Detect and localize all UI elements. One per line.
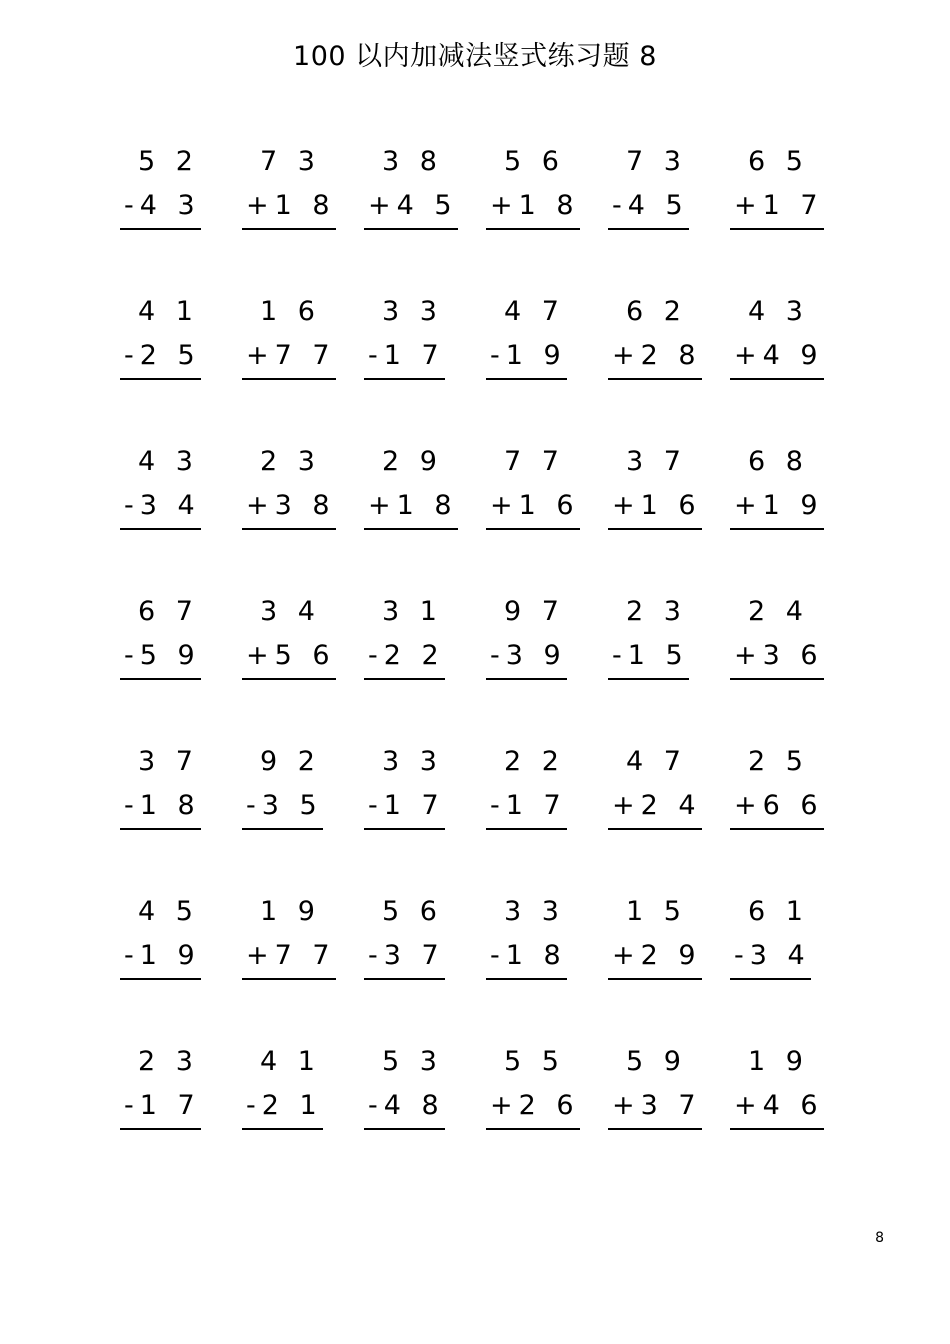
problem-cell — [486, 290, 596, 440]
problem-cell — [364, 1040, 474, 1190]
bottom-operand: -3 9 — [486, 634, 567, 680]
problem-grid — [120, 140, 840, 1190]
top-operand: 5 5 — [504, 1046, 565, 1077]
top-operand: 6 2 — [626, 296, 687, 327]
top-operand: 4 3 — [748, 296, 809, 327]
problem-cell — [730, 890, 840, 1040]
top-operand: 1 9 — [748, 1046, 809, 1077]
bottom-operand: -3 5 — [242, 784, 323, 830]
problem-cell — [242, 740, 352, 890]
top-operand: 4 1 — [138, 296, 199, 327]
top-operand: 3 3 — [382, 296, 443, 327]
problem-cell — [730, 290, 840, 440]
problem-cell — [608, 290, 718, 440]
bottom-operand: -1 7 — [486, 784, 567, 830]
bottom-operand: +3 8 — [242, 484, 336, 530]
problem-cell — [364, 740, 474, 890]
problem-cell — [120, 1040, 230, 1190]
page-title: 100 以内加减法竖式练习题 8 — [293, 41, 657, 72]
top-operand: 2 5 — [748, 746, 809, 777]
top-operand: 2 2 — [504, 746, 565, 777]
top-operand: 3 7 — [626, 446, 687, 477]
problem-cell — [242, 440, 352, 590]
top-operand: 3 1 — [382, 596, 443, 627]
top-operand: 4 7 — [626, 746, 687, 777]
top-operand: 3 7 — [138, 746, 199, 777]
top-operand: 9 7 — [504, 596, 565, 627]
bottom-operand: +1 6 — [608, 484, 702, 530]
bottom-operand: +1 9 — [730, 484, 824, 530]
problem-cell — [120, 290, 230, 440]
top-operand: 6 8 — [748, 446, 809, 477]
bottom-operand: -1 7 — [364, 784, 445, 830]
bottom-operand: +2 6 — [486, 1084, 580, 1130]
problem-row — [120, 140, 840, 290]
problem-cell — [120, 890, 230, 1040]
bottom-operand: -3 4 — [120, 484, 201, 530]
problem-cell — [120, 140, 230, 290]
problem-cell — [608, 740, 718, 890]
top-operand: 5 6 — [504, 146, 565, 177]
top-operand: 6 1 — [748, 896, 809, 927]
problem-cell — [730, 440, 840, 590]
problem-cell — [364, 140, 474, 290]
bottom-operand: +2 8 — [608, 334, 702, 380]
top-operand: 9 2 — [260, 746, 321, 777]
problem-row — [120, 440, 840, 590]
page-number: 8 — [875, 1230, 884, 1246]
problem-cell — [120, 590, 230, 740]
problem-row — [120, 590, 840, 740]
problem-cell — [486, 1040, 596, 1190]
bottom-operand: +1 8 — [242, 184, 336, 230]
bottom-operand: -5 9 — [120, 634, 201, 680]
top-operand: 1 6 — [260, 296, 321, 327]
top-operand: 5 3 — [382, 1046, 443, 1077]
problem-cell — [364, 890, 474, 1040]
bottom-operand: -1 9 — [120, 934, 201, 980]
bottom-operand: +5 6 — [242, 634, 336, 680]
bottom-operand: -1 8 — [486, 934, 567, 980]
bottom-operand: +4 9 — [730, 334, 824, 380]
problem-cell — [486, 440, 596, 590]
problem-cell — [242, 1040, 352, 1190]
top-operand: 2 3 — [138, 1046, 199, 1077]
top-operand: 2 9 — [382, 446, 443, 477]
problem-cell — [120, 740, 230, 890]
bottom-operand: -1 7 — [364, 334, 445, 380]
problem-cell — [242, 590, 352, 740]
problem-cell — [364, 440, 474, 590]
problem-cell — [730, 140, 840, 290]
bottom-operand: -3 7 — [364, 934, 445, 980]
bottom-operand: +7 7 — [242, 934, 336, 980]
top-operand: 5 9 — [626, 1046, 687, 1077]
problem-cell — [730, 740, 840, 890]
bottom-operand: +3 7 — [608, 1084, 702, 1130]
problem-cell — [364, 590, 474, 740]
bottom-operand: -2 1 — [242, 1084, 323, 1130]
bottom-operand: +2 4 — [608, 784, 702, 830]
top-operand: 3 3 — [504, 896, 565, 927]
problem-cell — [486, 140, 596, 290]
bottom-operand: +3 6 — [730, 634, 824, 680]
problem-cell — [242, 290, 352, 440]
top-operand: 2 3 — [260, 446, 321, 477]
bottom-operand: -3 4 — [730, 934, 811, 980]
bottom-operand: +1 6 — [486, 484, 580, 530]
bottom-operand: +7 7 — [242, 334, 336, 380]
top-operand: 4 1 — [260, 1046, 321, 1077]
problem-row — [120, 290, 840, 440]
problem-cell — [486, 740, 596, 890]
bottom-operand: +1 7 — [730, 184, 824, 230]
top-operand: 7 3 — [260, 146, 321, 177]
bottom-operand: +2 9 — [608, 934, 702, 980]
top-operand: 1 9 — [260, 896, 321, 927]
top-operand: 7 3 — [626, 146, 687, 177]
top-operand: 2 3 — [626, 596, 687, 627]
top-operand: 3 4 — [260, 596, 321, 627]
bottom-operand: -4 5 — [608, 184, 689, 230]
bottom-operand: +1 8 — [486, 184, 580, 230]
bottom-operand: +6 6 — [730, 784, 824, 830]
bottom-operand: -1 7 — [120, 1084, 201, 1130]
top-operand: 5 6 — [382, 896, 443, 927]
problem-cell — [730, 590, 840, 740]
problem-cell — [608, 890, 718, 1040]
top-operand: 4 3 — [138, 446, 199, 477]
problem-cell — [608, 590, 718, 740]
problem-cell — [242, 890, 352, 1040]
problem-cell — [364, 290, 474, 440]
problem-row — [120, 740, 840, 890]
problem-cell — [242, 140, 352, 290]
problem-cell — [608, 440, 718, 590]
top-operand: 5 2 — [138, 146, 199, 177]
problem-cell — [486, 590, 596, 740]
bottom-operand: +4 6 — [730, 1084, 824, 1130]
problem-cell — [730, 1040, 840, 1190]
bottom-operand: -2 2 — [364, 634, 445, 680]
bottom-operand: -1 8 — [120, 784, 201, 830]
problem-cell — [120, 440, 230, 590]
top-operand: 3 3 — [382, 746, 443, 777]
top-operand: 7 7 — [504, 446, 565, 477]
top-operand: 3 8 — [382, 146, 443, 177]
bottom-operand: -4 8 — [364, 1084, 445, 1130]
problem-cell — [608, 140, 718, 290]
top-operand: 2 4 — [748, 596, 809, 627]
bottom-operand: -1 9 — [486, 334, 567, 380]
problem-cell — [486, 890, 596, 1040]
top-operand: 4 7 — [504, 296, 565, 327]
problem-row — [120, 1040, 840, 1190]
bottom-operand: -1 5 — [608, 634, 689, 680]
bottom-operand: +4 5 — [364, 184, 458, 230]
problem-cell — [608, 1040, 718, 1190]
top-operand: 6 5 — [748, 146, 809, 177]
top-operand: 4 5 — [138, 896, 199, 927]
problem-row — [120, 890, 840, 1040]
bottom-operand: -2 5 — [120, 334, 201, 380]
top-operand: 6 7 — [138, 596, 199, 627]
top-operand: 1 5 — [626, 896, 687, 927]
bottom-operand: -4 3 — [120, 184, 201, 230]
bottom-operand: +1 8 — [364, 484, 458, 530]
